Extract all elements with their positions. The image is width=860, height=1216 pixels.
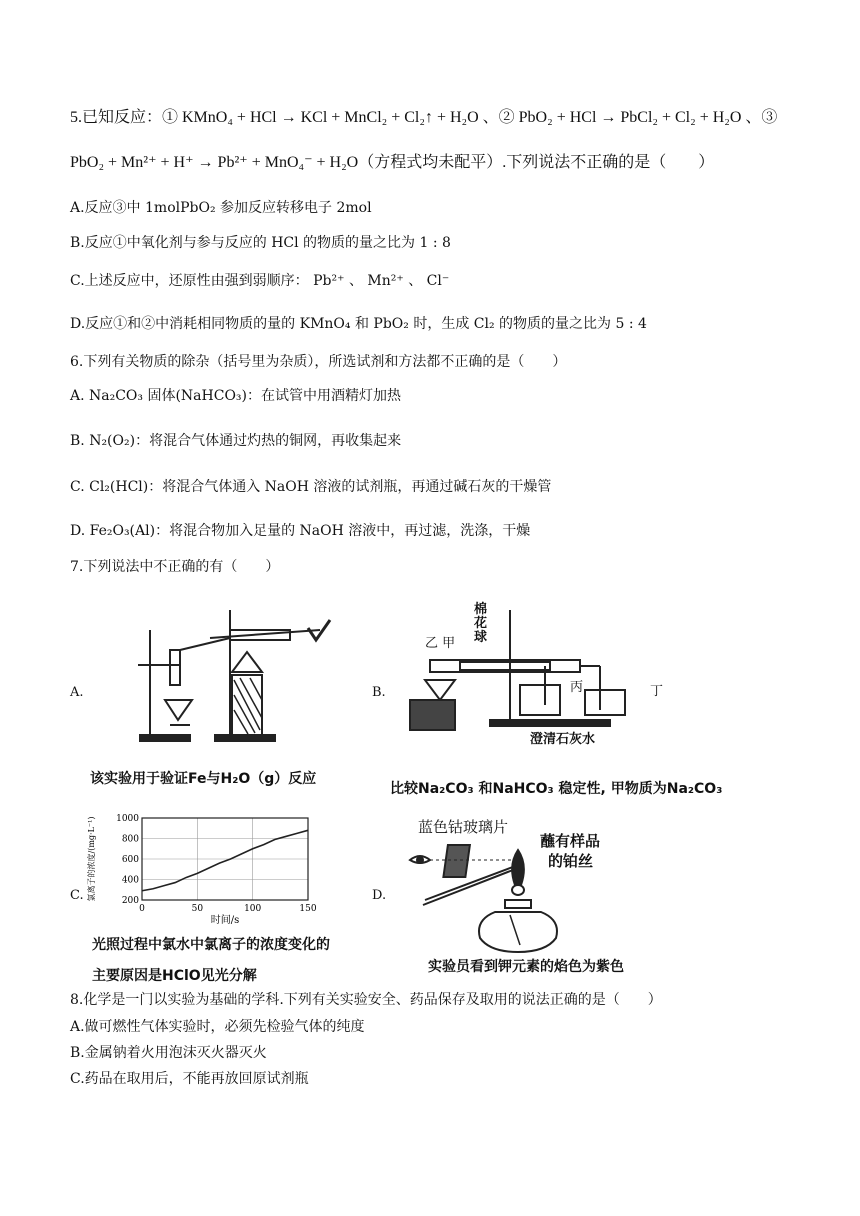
q7-figure-a-letter: A. <box>70 685 84 700</box>
chart-y-axis-label: 氯离子的浓度/(mg·L⁻¹) <box>87 816 96 902</box>
q7-figure-c-letter: C. <box>70 888 84 903</box>
chart-x-tick-label: 150 <box>299 904 317 914</box>
chart-x-tick-label: 0 <box>139 904 145 914</box>
q6-option-d: D. Fe₂O₃(Al)：将混合物加入足量的 NaOH 溶液中，再过滤，洗涤，干燥 <box>70 523 531 539</box>
q7-figure-c-caption-line1: 光照过程中氯水中氯离子的浓度变化的 <box>92 937 330 953</box>
q7-figure-d-label-glass: 蓝色钴玻璃片 <box>418 818 509 836</box>
q7-figure-c-caption-line2: 主要原因是HClO见光分解 <box>92 968 257 984</box>
q7-figure-b-label-bing: 丙 <box>570 680 584 695</box>
chart-y-tick-label: 200 <box>121 896 139 906</box>
q5-stem-line1: 5.已知反应：① KMnO₄ + HCl → KCl + MnCl₂ + Cl₂↑ + H₂O 、② PbO₂ + HCl → PbCl₂ + Cl₂ + H₂O 、③ <box>70 109 778 126</box>
q7-figure-a-caption: 该实验用于验证Fe与H₂O（g）反应 <box>90 771 317 787</box>
q5-option-a: A.反应③中 1molPbO₂ 参加反应转移电子 2mol <box>70 200 372 216</box>
q5-stem-line2: PbO₂ + Mn²⁺ + H⁺ → Pb²⁺ + MnO₄⁻ + H₂O（方程式均未配平）.下列说法不正确的是（ ） <box>70 154 715 171</box>
q7-figure-d-letter: D. <box>372 888 387 903</box>
q7-figure-c-chart <box>80 810 320 925</box>
q7-figure-b-label-cotton: 棉花球 <box>474 602 488 645</box>
q5-option-c: C.上述反应中，还原性由强到弱顺序： Pb²⁺ 、 Mn²⁺ 、 Cl⁻ <box>70 273 450 289</box>
chart-y-tick-label: 600 <box>121 855 139 865</box>
q7-figure-d-label-wire2: 的铂丝 <box>548 852 594 870</box>
q6-option-a: A. Na₂CO₃ 固体(NaHCO₃)：在试管中用酒精灯加热 <box>70 388 402 404</box>
q8-option-a: A.做可燃性气体实验时，必须先检验气体的纯度 <box>70 1019 365 1035</box>
q8-stem: 8.化学是一门以实验为基础的学科.下列有关实验安全、药品保存及取用的说法正确的是（ ） <box>70 992 662 1008</box>
q5-option-b: B.反应①中氧化剂与参与反应的 HCl 的物质的量之比为 1 : 8 <box>70 235 451 251</box>
chart-series-line <box>142 830 308 890</box>
q8-option-b: B.金属钠着火用泡沫灭火器灭火 <box>70 1045 267 1061</box>
chart-x-axis-label: 时间/s <box>210 915 240 925</box>
q7-figure-b-label-yijia: 乙 甲 <box>425 636 456 651</box>
q7-figure-b-label-ding: 丁 <box>650 684 664 699</box>
q7-figure-d-caption: 实验员看到钾元素的焰色为紫色 <box>428 959 624 975</box>
q5-option-d: D.反应①和②中消耗相同物质的量的 KMnO₄ 和 PbO₂ 时，生成 Cl₂ 的物质的量之比为 5 : 4 <box>70 316 647 332</box>
chart-y-tick-label: 1000 <box>116 814 139 824</box>
q7-figure-b-letter: B. <box>372 685 386 700</box>
q7-figure-b-label-limewater: 澄清石灰水 <box>530 732 596 747</box>
q7-figure-d-label-wire1: 蘸有样品 <box>540 832 601 850</box>
q7-stem: 7.下列说法中不正确的有（ ） <box>70 559 280 575</box>
q8-option-c: C.药品在取用后，不能再放回原试剂瓶 <box>70 1071 309 1087</box>
q6-option-c: C. Cl₂(HCl)：将混合气体通入 NaOH 溶液的试剂瓶，再通过碱石灰的干燥管 <box>70 479 552 495</box>
q6-option-b: B. N₂(O₂)：将混合气体通过灼热的铜网，再收集起来 <box>70 433 402 449</box>
chart-y-tick-label: 400 <box>121 875 139 886</box>
chart-x-tick-label: 100 <box>244 904 262 914</box>
q7-figure-d-apparatus <box>400 830 600 955</box>
q6-stem: 6.下列有关物质的除杂（括号里为杂质），所选试剂和方法都不正确的是（ ） <box>70 354 567 370</box>
chart-grid <box>142 818 308 900</box>
chart-x-tick-label: 50 <box>191 904 204 914</box>
chart-y-tick-label: 800 <box>121 834 139 845</box>
q7-figure-b-caption: 比较Na₂CO₃ 和NaHCO₃ 稳定性, 甲物质为Na₂CO₃ <box>390 781 723 797</box>
q7-figure-a-apparatus <box>120 600 340 750</box>
